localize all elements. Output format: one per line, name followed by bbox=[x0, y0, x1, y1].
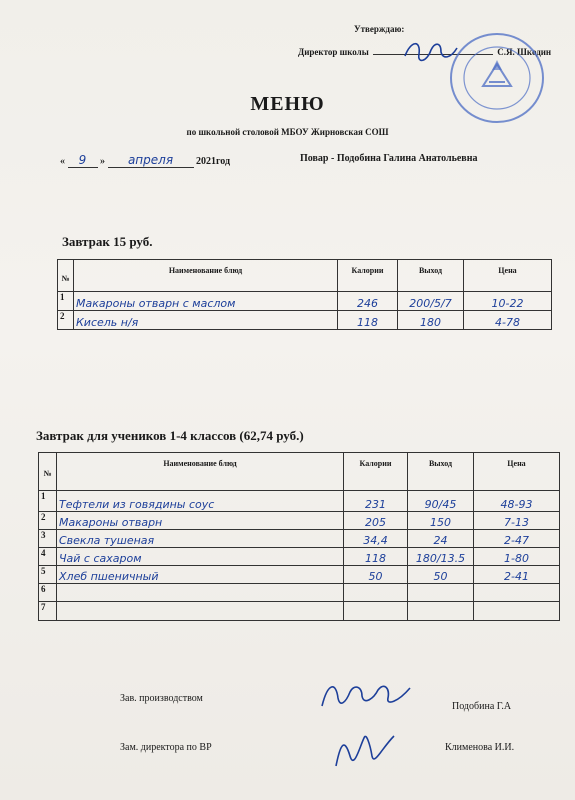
row-calories bbox=[344, 602, 408, 621]
row-output: 180 bbox=[398, 311, 464, 330]
row-dish: Хлеб пшеничный bbox=[57, 566, 344, 584]
row-output bbox=[408, 602, 474, 621]
row-calories bbox=[344, 584, 408, 602]
row-output bbox=[408, 584, 474, 602]
row-output: 90/45 bbox=[408, 491, 474, 512]
row-price bbox=[474, 584, 560, 602]
row-output: 24 bbox=[408, 530, 474, 548]
row-price: 48-93 bbox=[474, 491, 560, 512]
date-month: апреля bbox=[108, 153, 194, 168]
table-row bbox=[58, 292, 552, 311]
row-output: 200/5/7 bbox=[398, 292, 464, 311]
table-header-row bbox=[39, 453, 560, 491]
row-price: 2-47 bbox=[474, 530, 560, 548]
row-num: 5 bbox=[39, 566, 57, 584]
header-price: Цена bbox=[474, 453, 560, 491]
row-dish bbox=[57, 584, 344, 602]
signature-name-production: Подобина Г.А bbox=[452, 701, 512, 712]
approval-label: Утверждаю: bbox=[354, 24, 405, 34]
row-dish bbox=[57, 602, 344, 621]
date-day: 9 bbox=[68, 153, 98, 168]
approval-position: Директор школы bbox=[298, 47, 369, 57]
row-calories: 34,4 bbox=[344, 530, 408, 548]
signature-deputy bbox=[330, 726, 400, 776]
table-row bbox=[39, 491, 560, 512]
row-price: 2-41 bbox=[474, 566, 560, 584]
row-price: 7-13 bbox=[474, 512, 560, 530]
table-header-row bbox=[58, 260, 552, 292]
table-row bbox=[39, 584, 560, 602]
row-num: 1 bbox=[58, 292, 74, 311]
table-row bbox=[39, 548, 560, 566]
row-num: 3 bbox=[39, 530, 57, 548]
header-dish: Наименование блюд bbox=[57, 453, 344, 491]
menu-date bbox=[60, 153, 230, 168]
row-calories: 246 bbox=[338, 292, 398, 311]
header-num: № bbox=[58, 260, 74, 292]
row-calories: 205 bbox=[344, 512, 408, 530]
row-calories: 118 bbox=[344, 548, 408, 566]
row-dish: Чай с сахаром bbox=[57, 548, 344, 566]
header-output: Выход bbox=[408, 453, 474, 491]
signature-name-deputy: Клименова И.И. bbox=[445, 742, 515, 753]
table-row bbox=[39, 602, 560, 621]
row-price bbox=[474, 602, 560, 621]
table-row bbox=[39, 512, 560, 530]
signature-production bbox=[318, 676, 418, 716]
breakfast-table bbox=[57, 259, 552, 330]
header-price: Цена bbox=[464, 260, 552, 292]
row-calories: 50 bbox=[344, 566, 408, 584]
row-price: 4-78 bbox=[464, 311, 552, 330]
section-title-primary-breakfast: Завтрак для учеников 1-4 классов (62,74 руб.) bbox=[36, 428, 304, 443]
date-close-quote: » bbox=[100, 156, 105, 167]
row-output: 180/13.5 bbox=[408, 548, 474, 566]
row-num: 6 bbox=[39, 584, 57, 602]
row-price: 10-22 bbox=[464, 292, 552, 311]
page-subtitle: по школьной столовой МБОУ Жирновская СОШ bbox=[186, 127, 389, 137]
date-open-quote: « bbox=[60, 156, 65, 167]
row-price: 1-80 bbox=[474, 548, 560, 566]
table-row bbox=[58, 311, 552, 330]
row-calories: 231 bbox=[344, 491, 408, 512]
row-dish: Макароны отварн bbox=[57, 512, 344, 530]
header-num: № bbox=[39, 453, 57, 491]
table-row bbox=[39, 566, 560, 584]
section-title-breakfast: Завтрак 15 руб. bbox=[62, 234, 153, 249]
header-calories: Калории bbox=[338, 260, 398, 292]
row-calories: 118 bbox=[338, 311, 398, 330]
row-num: 2 bbox=[39, 512, 57, 530]
page-title: МЕНЮ bbox=[250, 93, 325, 115]
primary-breakfast-table bbox=[38, 452, 560, 621]
row-dish: Кисель н/я bbox=[74, 311, 338, 330]
date-year: 2021год bbox=[196, 156, 231, 167]
row-num: 2 bbox=[58, 311, 74, 330]
table-row bbox=[39, 530, 560, 548]
row-dish: Свекла тушеная bbox=[57, 530, 344, 548]
row-num: 7 bbox=[39, 602, 57, 621]
cook-name: Повар - Подобина Галина Анатольевна bbox=[300, 153, 478, 164]
approval-name: С.Я. Шкодин bbox=[497, 47, 552, 57]
header-dish: Наименование блюд bbox=[74, 260, 338, 292]
header-calories: Калории bbox=[344, 453, 408, 491]
signature-role-production: Зав. производством bbox=[120, 693, 203, 704]
row-dish: Тефтели из говядины соус bbox=[57, 491, 344, 512]
signature-role-deputy: Зам. директора по ВР bbox=[120, 742, 212, 753]
row-num: 1 bbox=[39, 491, 57, 512]
row-num: 4 bbox=[39, 548, 57, 566]
header-output: Выход bbox=[398, 260, 464, 292]
row-output: 150 bbox=[408, 512, 474, 530]
row-dish: Макароны отварн с маслом bbox=[74, 292, 338, 311]
row-output: 50 bbox=[408, 566, 474, 584]
